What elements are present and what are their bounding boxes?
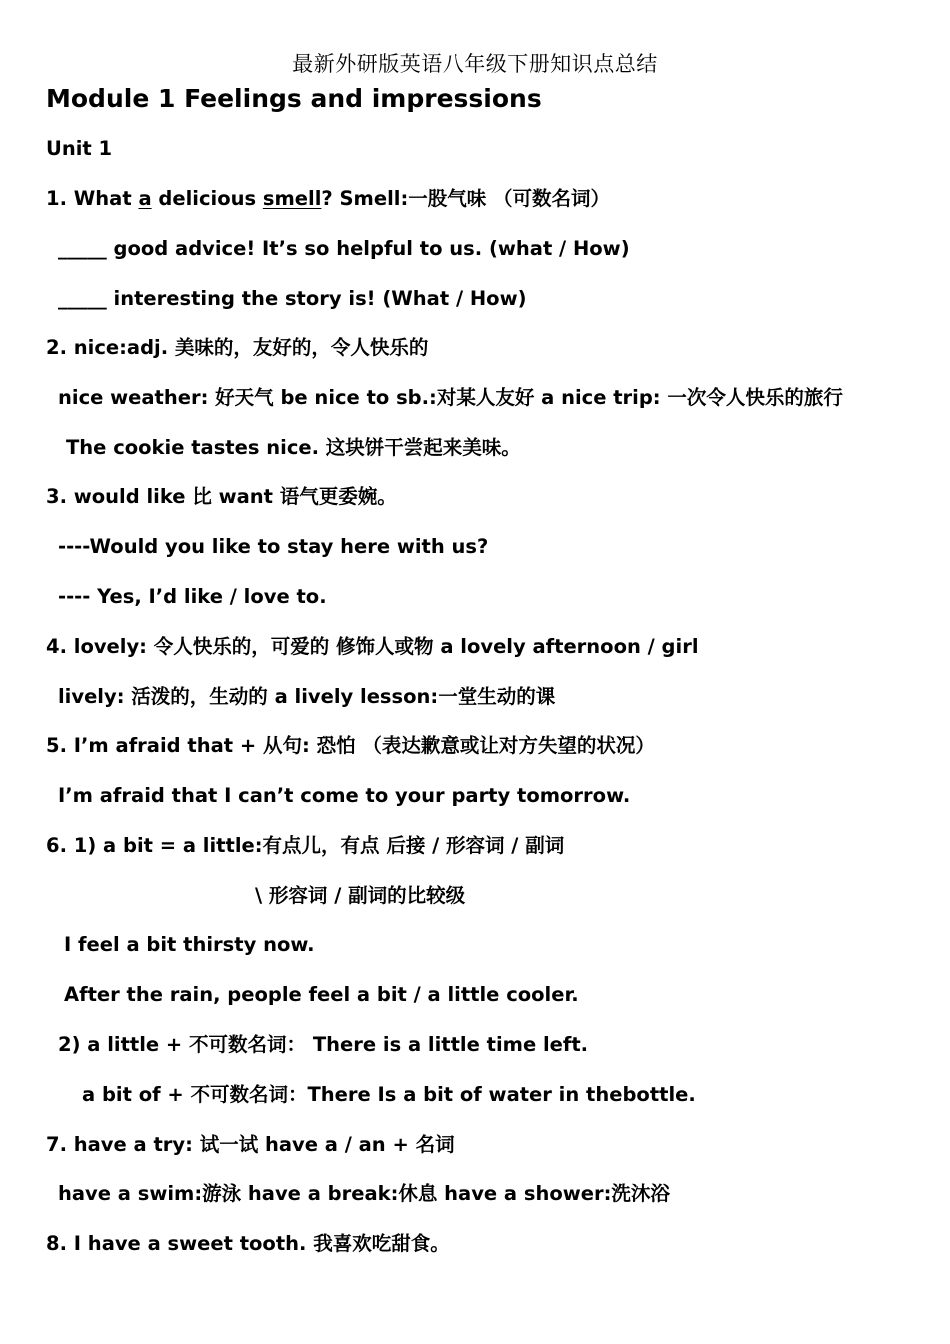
text-line: have a swim:游泳 have a break:休息 have a shower:洗沐浴 [58,1182,670,1205]
text-line: lively: 活泼的，生动的 a lively lesson:一堂生动的课 [58,685,556,708]
text-line: I’m afraid that I can’t come to your party tomorrow. [58,784,631,807]
text-line: The cookie tastes nice. 这块饼干尝起来美味。 [66,436,521,459]
text-line: 8. I have a sweet tooth. 我喜欢吃甜食。 [46,1232,450,1255]
text-line: ----Would you like to stay here with us? [58,535,489,558]
underlined-a: a [138,187,152,210]
item-1-prefix: 1. What [46,187,139,210]
text-line: _____ interesting the story is! (What / How) [58,287,527,310]
text-line: ---- Yes, I’d like / love to. [58,585,327,608]
text-line: 4. lovely: 令人快乐的，可爱的 修饰人或物 a lovely afternoon / girl [46,635,699,658]
text-line: I feel a bit thirsty now. [64,933,315,956]
document-title: 最新外研版英语八年级下册知识点总结 [292,52,658,76]
text-line: 2) a little + 不可数名词： There is a little time left. [58,1033,589,1056]
item-1-rest: ? Smell:一股气味 （可数名词） [321,187,611,210]
unit-heading: Unit 1 [46,137,113,160]
text-line: 7. have a try: 试一试 have a / an + 名词 [46,1133,455,1156]
text-line: 5. I’m afraid that + 从句: 恐怕 （表达歉意或让对方失望的状况） [46,734,655,757]
item-1-line [46,184,610,214]
text-line: After the rain, people feel a bit / a little cooler. [64,983,579,1006]
text-line: _____ good advice! It’s so helpful to us. (what / How) [58,237,630,260]
text-line: 3. would like 比 want 语气更委婉。 [46,485,397,508]
module-heading: Module 1 Feelings and impressions [46,84,542,113]
text-line: a bit of + 不可数名词：There Is a bit of water in thebottle. [82,1083,696,1106]
text-line: 6. 1) a bit = a little:有点儿，有点 后接 / 形容词 / 副词 [46,834,565,857]
text-line: \ 形容词 / 副词的比较级 [255,884,466,907]
underlined-smell: smell [262,187,322,210]
item-1-mid: delicious [151,187,263,210]
text-line: 2. nice:adj. 美味的，友好的，令人快乐的 [46,336,429,359]
text-line: nice weather: 好天气 be nice to sb.:对某人友好 a nice trip: 一次令人快乐的旅行 [58,386,843,409]
